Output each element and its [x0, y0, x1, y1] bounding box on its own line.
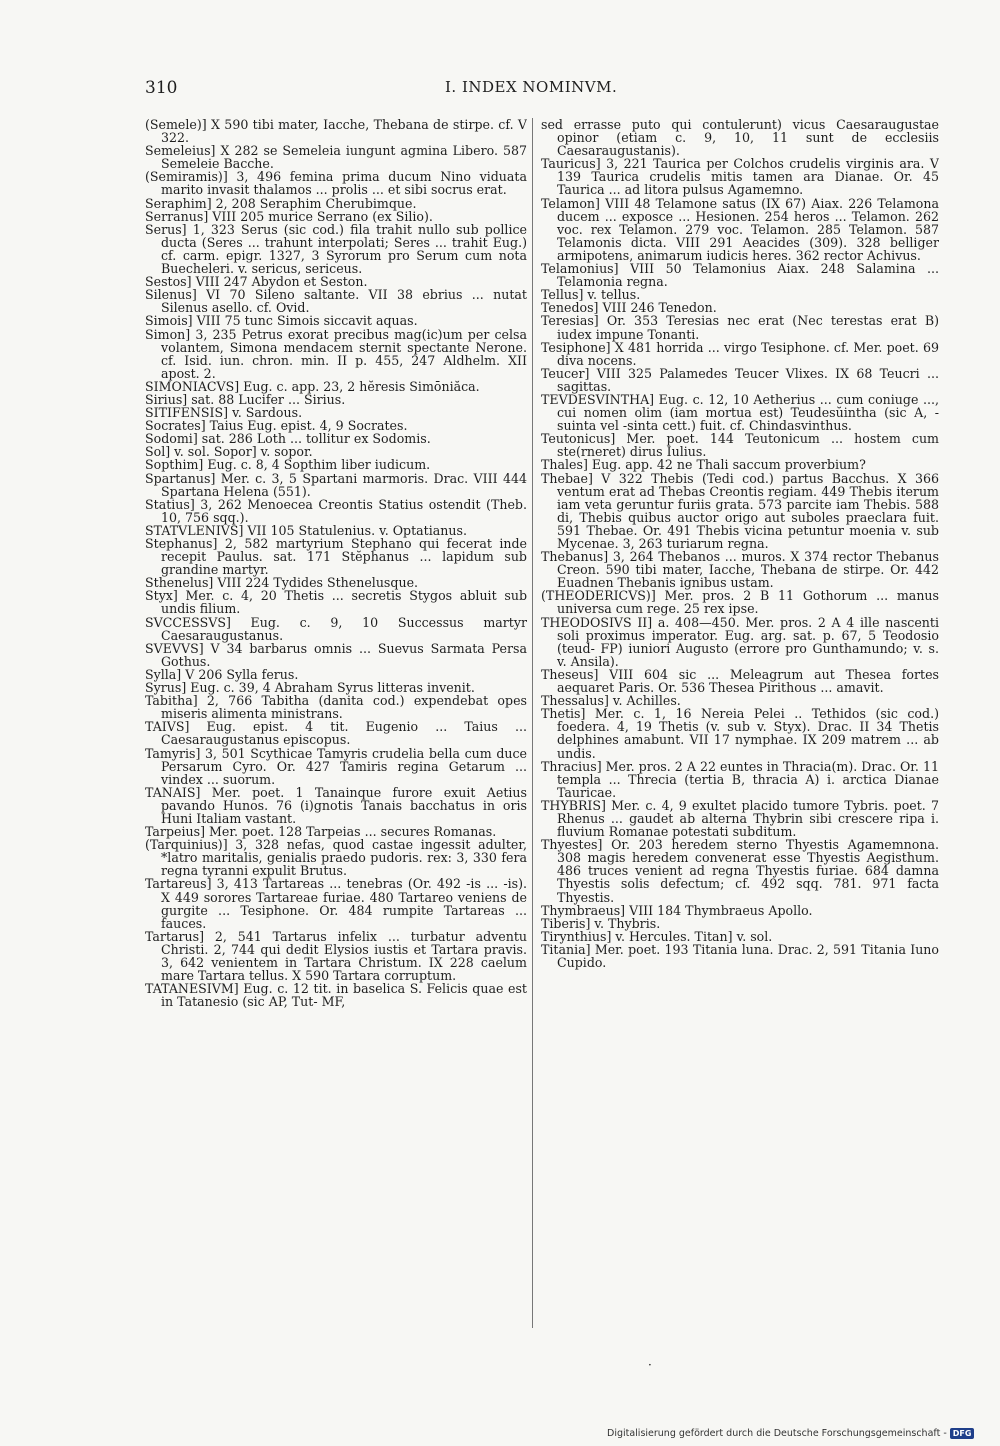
- index-entry: Tabitha] 2, 766 Tabitha (danita cod.) expendebat opes miseris alimenta ministrans.: [145, 693, 527, 722]
- index-entry: Tartarus] 2, 541 Tartarus infelix ... turbatur adventu Christi. 2, 744 qui dedit Elysios iustis et Tartara pravis. 3, 642 venientem in Tartara Christum. IX 228 caelum mare Tartara tellus. X 590 Tartara corruptum.: [145, 928, 527, 984]
- index-entry: (Semele)] X 590 tibi mater, Iacche, Thebana de stirpe. cf. V 322.: [145, 118, 527, 146]
- index-entry: Tellus] v. tellus.: [541, 287, 641, 303]
- index-entry: Semeleius] X 282 se Semeleia iungunt agmina Libero. 587 Semeleie Bacche.: [145, 143, 527, 172]
- index-entry: Telamonius] VIII 50 Telamonius Aiax. 248 Salamina ... Telamonia regna.: [541, 261, 939, 290]
- index-entry: SVCCESSVS] Eug. c. 9, 10 Successus martyr Caesaraugustanus.: [145, 614, 527, 643]
- index-entry: Sylla] V 206 Sylla ferus.: [145, 666, 299, 682]
- index-entry: Sol] v. sol. Sopor] v. sopor.: [145, 444, 313, 460]
- dfg-logo: DFG: [950, 1428, 975, 1439]
- page-header: [145, 78, 940, 102]
- index-entry: Sodomi] sat. 286 Loth ... tollitur ex Sodomis.: [145, 431, 431, 447]
- index-entry: Stephanus] 2, 582 martyrium Stephano qui fecerat inde recepit Paulus. sat. 171 Stĕphanus ... lapidum sub grandine martyr.: [145, 536, 527, 578]
- index-entry: SVEVVS] V 34 barbarus omnis ... Suevus Sarmata Persa Gothus.: [145, 640, 527, 669]
- index-entry: SIMONIACVS] Eug. c. app. 23, 2 hĕresis Simōniăca.: [145, 378, 480, 394]
- index-entry: Thymbraeus] VIII 184 Thymbraeus Apollo.: [541, 902, 813, 918]
- index-entry: THEODOSIVS II] a. 408—450. Mer. pros. 2 A 4 ille nascenti soli proximus imperator. Eug. arg. sat. p. 67, 5 Teodosio (teud- FP) iuniori Augusto (errore pro Gunthamundo; v. s. v. Ansila).: [541, 614, 939, 669]
- index-entry: Tauricus] 3, 221 Taurica per Colchos crudelis virginis ara. V 139 Taurica crudelis mitis tamen ara Dianae. Or. 45 Taurica ... ad litora pulsus Agamemno.: [541, 156, 939, 198]
- index-entry: Thessalus] v. Achilles.: [541, 693, 681, 709]
- index-entry: Sestos] VIII 247 Abydon et Seston.: [145, 274, 368, 290]
- index-entry: Tenedos] VIII 246 Tenedon.: [541, 300, 717, 316]
- index-entry: Thetis] Mer. c. 1, 16 Nereia Pelei .. Tethidos (sic cod.) foedera. 4, 19 Thetis (v. sub v. Styx). Drac. II 34 Thetis delphines amabunt. VII 17 nymphae. IX 209 matrem ... ab undis.: [541, 706, 939, 761]
- index-entry: Tartareus] 3, 413 Tartareas ... tenebras (Or. 492 -is ... -is). X 449 sorores Tartareae furiae. 480 Tartareo veniens de gurgite ... Tesiphone. Or. 484 rumpite Tartareas ... fauces.: [145, 876, 527, 931]
- index-entry: TAIVS] Eug. epist. 4 tit. Eugenio ... Taius ... Caesaraugustanus episcopus.: [145, 719, 527, 748]
- index-entry: Tesiphone] X 481 horrida ... virgo Tesiphone. cf. Mer. poet. 69 diva nocens.: [541, 339, 939, 368]
- index-entry: Thyestes] Or. 203 heredem sterno Thyestis Agamemnona. 308 magis heredem convenerat esse Thyestis Aegisthum. 486 truces venient ad regna Thyestis furiae. 684 damna Thyestis solis defectum; cf. 492 sqq. 781. 971 facta Thyestis.: [541, 837, 939, 905]
- index-entry: Spartanus] Mer. c. 3, 5 Spartani marmoris. Drac. VIII 444 Spartana Helena (551).: [145, 470, 527, 499]
- index-entry: STATVLENIVS] VII 105 Statulenius. v. Optatianus.: [145, 522, 467, 538]
- index-entry: TATANESIVM] Eug. c. 12 tit. in baselica S. Felicis quae est in Tatanesio (sic AP, Tut- MF,: [145, 981, 527, 1010]
- index-entry: Sopthim] Eug. c. 8, 4 Sopthim liber iudicum.: [145, 457, 431, 473]
- index-entry: TANAIS] Mer. poet. 1 Tanainque furore exuit Aetius pavando Hunos. 76 (i)gnotis Tanais bacchatus in oris Huni Italiam vastant.: [145, 784, 527, 826]
- index-entry: Tarpeius] Mer. poet. 128 Tarpeias ... secures Romanas.: [145, 824, 497, 840]
- index-entry: TEVDESVINTHA] Eug. c. 12, 10 Aetherius ... cum coniuge ..., cui nomen olim (iam mortua est) Teudesŭintha (sic A, -suinta vel -sinta cett.) fuit. cf. Chindasvinthus.: [541, 391, 939, 434]
- index-entry: Serus] 1, 323 Serus (sic cod.) fila trahit nullo sub pollice ducta (Seres ... trahunt interpolati; Seres ... trahit Eug.) cf. carm. epigr. 1327, 3 Syrorum pro Serum cum nota Buecheleri. v. sericus, sericeus.: [145, 221, 527, 277]
- index-entry: SITIFENSIS] v. Sardous.: [145, 405, 303, 421]
- index-entry: Statius] 3, 262 Menoecea Creontis Statius ostendit (Theb. 10, 756 sqq.).: [145, 496, 527, 525]
- index-entry: Serranus] VIII 205 murice Serrano (ex Silio).: [145, 208, 433, 224]
- index-entry: (THEODERICVS)] Mer. pros. 2 B 11 Gothorum ... manus universa cum rege. 25 rex ipse.: [541, 588, 939, 617]
- index-entry: Thracius] Mer. pros. 2 A 22 euntes in Thracia(m). Drac. Or. 11 templa ... Threcia (tertia B, thracia A) i. arctica Dianae Tauricae.: [541, 758, 939, 800]
- index-entry: Thebae] V 322 Thebis (Tedi cod.) partus Bacchus. X 366 ventum erat ad Thebas Creontis regiam. 449 Thebis iterum iam veta geruntur furiis grata. 573 parcite iam Thebis. 588 di, Thebis quibus auctor origo aut suboles praeclara fuit. 591 Thebae. Or. 491 Thebis vicina petuntur moenia v. sub Mycenae. 3, 263 turiarum regna.: [541, 470, 939, 551]
- index-entry: Simois] VIII 75 tunc Simois siccavit aquas.: [145, 313, 418, 329]
- index-entry: Sthenelus] VIII 224 Tydides Sthenelusque.: [145, 575, 419, 591]
- index-entry: Seraphim] 2, 208 Seraphim Cherubimque.: [145, 195, 417, 211]
- footer-credit: Digitalisierung gefördert durch die Deutsche Forschungsgemeinschaft -: [607, 1428, 947, 1439]
- index-entry: Thebanus] 3, 264 Thebanos ... muros. X 374 rector Thebanus Creon. 590 tibi mater, Iacche, Thebana de stirpe. Or. 442 Euadnen Thebanis ignibus ustam.: [541, 549, 939, 591]
- running-head: I. INDEX NOMINVM.: [445, 78, 618, 96]
- index-entry: Sirius] sat. 88 Lucifer ... Sirius.: [145, 391, 346, 407]
- index-entry: Teutonicus] Mer. poet. 144 Teutonicum ... hostem cum ste(rneret) dirus Iulius.: [541, 431, 939, 460]
- index-entry: Teucer] VIII 325 Palamedes Teucer Vlixes. IX 68 Teucri ... sagittas.: [541, 365, 939, 394]
- index-entry: Styx] Mer. c. 4, 20 Thetis ... secretis Stygos abluit sub undis filium.: [145, 588, 527, 617]
- index-entry: (Tarquinius)] 3, 328 nefas, quod castae ingessit adulter, *latro maritalis, genialis praedo pudoris. rex: 3, 330 fera regna tyranni expulit Brutus.: [145, 837, 527, 879]
- index-entry: Teresias] Or. 353 Teresias nec erat (Nec terestas erat B) iudex impune Tonanti.: [541, 313, 939, 342]
- footnote-mark: ·: [648, 1358, 652, 1372]
- index-entry: Thales] Eug. app. 42 ne Thali saccum proverbium?: [541, 457, 866, 473]
- index-entry: Theseus] VIII 604 sic ... Meleagrum aut Thesea fortes aequaret Paris. Or. 536 Thesea Pirithous ... amavit.: [541, 666, 939, 696]
- index-entry: Tamyris] 3, 501 Scythicae Tamyris crudelia bella cum duce Persarum Cyro. Or. 427 Tamiris regina Getarum ... vindex ... suorum.: [145, 745, 527, 787]
- column-divider: [532, 118, 533, 1328]
- left-column: [145, 118, 527, 1333]
- index-entry: Tirynthius] v. Hercules. Titan] v. sol.: [541, 928, 773, 944]
- index-entry: Silenus] VI 70 Sileno saltante. VII 38 ebrius ... nutat Silenus asello. cf. Ovid.: [145, 287, 527, 316]
- page-number: 310: [145, 78, 178, 98]
- digitization-footer: [607, 1425, 974, 1442]
- index-entry: Titania] Mer. poet. 193 Titania luna. Drac. 2, 591 Titania Iuno Cupido.: [541, 941, 939, 970]
- index-entry: (Semiramis)] 3, 496 femina prima ducum Nino viduata marito invasit thalamos ... prolis ... et sibi socrus erat.: [145, 169, 527, 198]
- index-entry: THYBRIS] Mer. c. 4, 9 exultet placido tumore Tybris. poet. 7 Rhenus ... gaudet ab alterna Thybrin sibi crescere ripa i. fluvium Romanae potestati subditum.: [541, 797, 939, 840]
- index-entry: Syrus] Eug. c. 39, 4 Abraham Syrus litteras invenit.: [145, 680, 475, 696]
- index-entry: Socrates] Taius Eug. epist. 4, 9 Socrates.: [145, 418, 408, 434]
- right-column: [541, 118, 939, 1333]
- index-entry: Simon] 3, 235 Petrus exorat precibus mag(ic)um per celsa volantem, Simona mendacem sternit spectante Nerone. cf. Isid. iun. chron. min. II p. 455, 247 Aldhelm. XII apost. 2.: [145, 326, 527, 381]
- index-entry: Telamon] VIII 48 Telamone satus (IX 67) Aiax. 226 Telamona ducem ... exposce ... Hesionen. 254 heros ... Telamon. 262 voc. rex Telamon. 279 voc. Telamon. 285 Telamon. 587 Telamonis dicta. VIII 291 Aeacides (309). 328 belliger armipotens, animarum iudicis heres. 362 rector Achivus.: [541, 195, 939, 263]
- index-entry: Tiberis] v. Thybris.: [541, 915, 661, 931]
- index-entry: sed errasse puto qui contulerunt) vicus Caesaraugustae opinor (etiam c. 9, 10, 11 sunt de ecclesiis Caesaraugustanis).: [541, 118, 939, 159]
